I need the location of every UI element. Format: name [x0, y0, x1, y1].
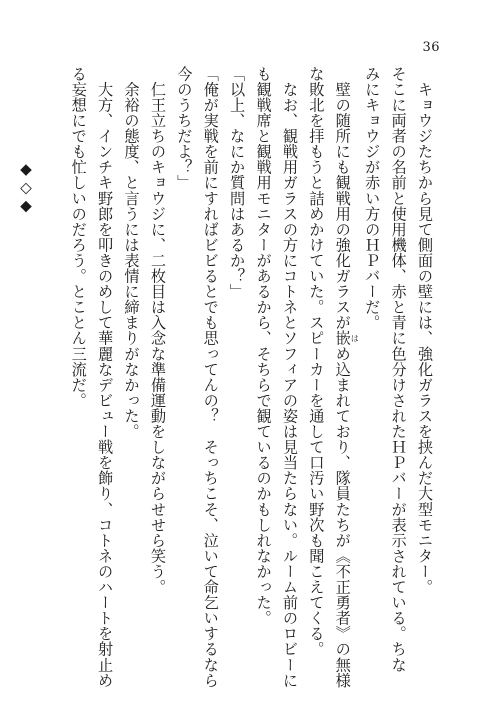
- text-line: キョウジたちから見て側面の壁には、強化ガラスを挟んだ大型モニター。: [416, 66, 434, 595]
- text-line: 壁の随所にも観戦用の強化ガラスが嵌はめ込まれており、隊員たちが《不正勇者》の無様: [333, 66, 360, 689]
- text-line: る妄想にでも忙しいのだろう。とことん三流だ。: [69, 66, 88, 409]
- dialogue-line: 「俺が実戦を前にすればビビるとでも思ってんの？ そっちこそ、泣いて命乞いするなら: [201, 66, 220, 688]
- text-line: みにキョウジが赤い方のＨＰバーだ。: [363, 66, 382, 331]
- ruby-annotation: 嵌は: [333, 330, 360, 346]
- dialogue-line: 今のうちだよ？」: [175, 66, 194, 191]
- text-line: も観戦席と観戦用モニターがあるから、そちらで観ているのかもしれなかった。: [254, 66, 273, 626]
- text-line: そこに両者の名前と使用機体、赤と青に色分けされたＨＰバーが表示されている。ちな: [389, 66, 408, 673]
- text-line: なお、観戦用ガラスの方にコトネとソフィアの姿は見当たらない。ルーム前のロビーに: [280, 66, 299, 688]
- text-line: な敗北を拝もうと詰めかけていた。スピーカーを通して口汚い野次も聞こえてくる。: [307, 66, 326, 657]
- scene-break-ornament: ◆◇◆: [16, 160, 35, 216]
- text-line: 余裕の態度、と言うには表情に締まりがなかった。: [122, 66, 141, 440]
- dialogue-line: 「以上、なにか質問はあるか？」: [228, 66, 247, 300]
- text-line: 大方、インチキ野郎を叩きのめして華麗なデビュー戦を飾り、コトネのハートを射止め: [96, 66, 115, 688]
- ruby-text: は: [350, 330, 360, 346]
- section-gap: [39, 66, 65, 662]
- page-number: 36: [422, 40, 440, 55]
- section-gap: [0, 66, 13, 662]
- text-line: 仁王立ちのキョウジに、二枚目は入念な準備運動をしながらせせら笑う。: [148, 66, 167, 595]
- vertical-text-block: [0, 66, 438, 689]
